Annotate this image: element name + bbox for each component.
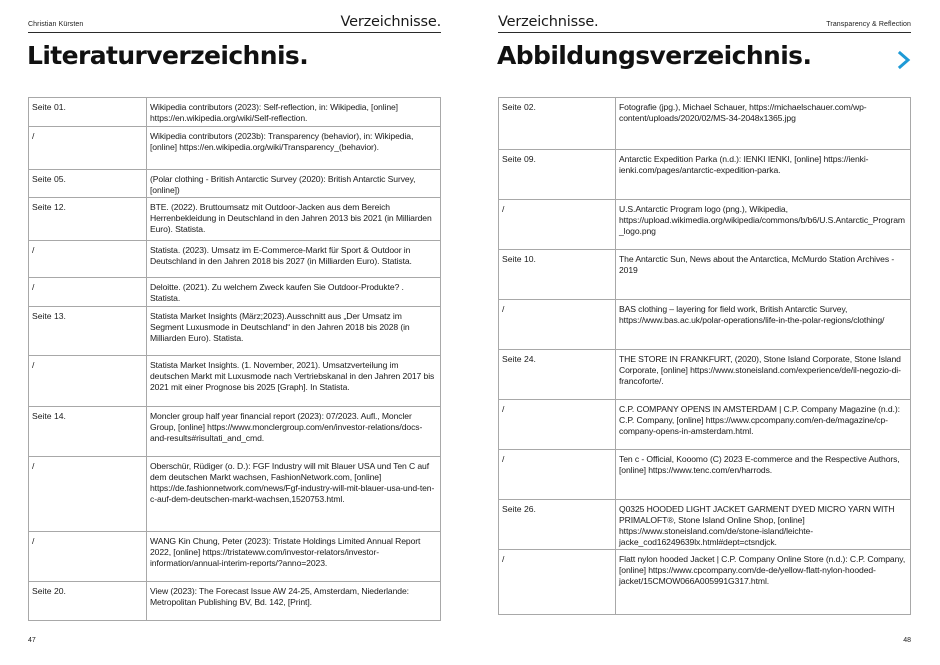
table-row xyxy=(29,197,440,240)
reference-cell: BTE. (2022). Bruttoumsatz mit Outdoor-Jacken aus dem Bereich Herrenbekleidung in Deutschland in den Jahren 2013 bis 2021 (in Milliarden Euro). Statista. xyxy=(150,202,432,234)
page-ref-cell: / xyxy=(499,400,616,449)
reference-cell: Flatt nylon hooded Jacket | C.P. Company Online Store (n.d.): C.P. Company, [online] https://www.cpcompany.com/de-de/yellow-flatt-nylon-hooded-jacket/15CMOW066A005991G317.html. xyxy=(619,554,906,586)
table-row xyxy=(29,98,440,126)
page-ref-cell: / xyxy=(29,356,147,406)
page-ref-cell: Seite 13. xyxy=(29,307,147,355)
page-ref-cell: / xyxy=(499,450,616,499)
section-title: Verzeichnisse. xyxy=(498,14,599,30)
page-ref-cell: / xyxy=(29,532,147,581)
table-row xyxy=(29,581,440,620)
reference-cell: BAS clothing – layering for field work, British Antarctic Survey, https://www.bas.ac.uk/polar-operations/life-in-the-polar-regions/clothing/ xyxy=(619,304,885,325)
table-row xyxy=(29,169,440,197)
page-ref-cell: Seite 24. xyxy=(499,350,616,399)
reference-cell: Statista Market Insights (März;2023).Ausschnitt aus „Der Umsatz im Segment Luxusmode in Deutschland“ in den Jahren 2018 bis 2028 (in Milliarden Euro). Statista. xyxy=(150,311,410,343)
page-ref-cell: Seite 09. xyxy=(499,150,616,199)
table-row xyxy=(29,406,440,456)
reference-cell: Oberschür, Rüdiger (o. D.): FGF Industry will mit Blauer USA und Ten C auf dem deutschen Markt wachsen, FashionNetwork.com, [online] https://de.fashionnetwork.com/news/Fgf-industry-will-mit-blauer-usa-und-ten-c-auf-dem-deutschen-markt-wachsen,1520753.html. xyxy=(150,461,435,504)
reference-cell: Wikipedia contributors (2023): Self-reflection, in: Wikipedia, [online] https://en.wikipedia.org/wiki/Self-reflection. xyxy=(150,102,398,123)
page-ref-cell: / xyxy=(29,241,147,277)
table-row xyxy=(29,531,440,581)
table-row xyxy=(29,277,440,306)
table-row xyxy=(29,355,440,406)
table-row xyxy=(29,240,440,277)
bibliography-table xyxy=(28,97,441,621)
table-row xyxy=(29,456,440,531)
table-row xyxy=(499,299,910,349)
reference-cell: U.S.Antarctic Program logo (png.), Wikipedia, https://upload.wikimedia.org/wikipedia/commons/b/b6/U.S.Antarctic_Program_logo.png xyxy=(619,204,905,236)
page-ref-cell: Seite 05. xyxy=(29,170,147,197)
page-ref-cell: / xyxy=(499,200,616,249)
header-divider xyxy=(498,32,911,33)
page-ref-cell: / xyxy=(29,127,147,169)
page-ref-cell: Seite 02. xyxy=(499,98,616,149)
reference-cell: Wikipedia contributors (2023b): Transparency (behavior), in: Wikipedia, [online] https://en.wikipedia.org/wiki/Transparency_(behavior). xyxy=(150,131,414,152)
reference-cell: Ten c - Official, Kooomo (C) 2023 E-commerce and the Respective Authors, [online] https://www.tenc.com/en/harrods. xyxy=(619,454,900,475)
page-title: Abbildungsverzeichnis. xyxy=(497,41,812,70)
page-ref-cell: Seite 12. xyxy=(29,198,147,240)
author-name: Christian Kürsten xyxy=(28,21,84,28)
header-divider xyxy=(28,32,441,33)
reference-cell: The Antarctic Sun, News about the Antarctica, McMurdo Station Archives - 2019 xyxy=(619,254,895,275)
table-row xyxy=(499,98,910,149)
reference-cell: (Polar clothing - British Antarctic Survey (2020): British Antarctic Survey, [online]) xyxy=(150,174,416,195)
reference-cell: Antarctic Expedition Parka (n.d.): IENKI IENKI, [online] https://ienki-ienki.com/pages/antarctic-expedition-parka. xyxy=(619,154,869,175)
page-ref-cell: Seite 14. xyxy=(29,407,147,456)
page-ref-cell: / xyxy=(499,550,616,614)
table-row xyxy=(499,249,910,299)
page-ref-cell: Seite 10. xyxy=(499,250,616,299)
reference-cell: Deloitte. (2021). Zu welchem Zweck kaufen Sie Outdoor-Produkte? . Statista. xyxy=(150,282,404,303)
table-row xyxy=(29,126,440,169)
page-number: 47 xyxy=(28,637,36,644)
reference-cell: Moncler group half year financial report (2023): 07/2023. Aufl., Moncler Group, [online] https://www.monclergroup.com/en/investor-relations/docs-and-results#risultati_and_cmd. xyxy=(150,411,423,443)
reference-cell: THE STORE IN FRANKFURT, (2020), Stone Island Corporate, Stone Island Corporate, [online] https://www.stoneisland.com/experience/de/il-negozio-di-francoforte/. xyxy=(619,354,901,386)
reference-cell: Statista Market Insights. (1. November, 2021). Umsatzverteilung im deutschen Markt mit Luxusmode nach Vertriebskanal in den Jahren 2017 bis 2021 mit einer Prognose bis 2025 [Graph]. In Statista. xyxy=(150,360,435,392)
page-ref-cell: Seite 26. xyxy=(499,500,616,549)
page-ref-cell: / xyxy=(29,278,147,306)
section-title: Verzeichnisse. xyxy=(340,14,441,30)
page-title: Literaturverzeichnis. xyxy=(27,41,309,70)
reference-cell: WANG Kin Chung, Peter (2023): Tristate Holdings Limited Annual Report 2022, [online] https://tristateww.com/investor-relators/investor-information/annual-interim-reports/?anno=2023. xyxy=(150,536,421,568)
reference-cell: Fotografie (jpg.), Michael Schauer, https://michaelschauer.com/wp-content/uploads/2020/02/MS-34-2048x1365.jpg xyxy=(619,102,867,123)
page-ref-cell: / xyxy=(29,457,147,531)
project-title: Transparency & Reflection xyxy=(826,21,911,28)
table-row xyxy=(499,449,910,499)
reference-cell: Statista. (2023). Umsatz im E-Commerce-Markt für Sport & Outdoor in Deutschland in den Jahren 2018 bis 2027 (in Milliarden Euro). Statista. xyxy=(150,245,412,266)
reference-cell: Q0325 HOODED LIGHT JACKET GARMENT DYED MICRO YARN WITH PRIMALOFT®, Stone Island Online Shop, [online] https://www.stoneisland.com/de/stone-island/leichte-jacke_cod16249639lx.html#dept=ctsndjck. xyxy=(619,504,895,547)
table-row xyxy=(499,549,910,614)
reference-cell: View (2023): The Forecast Issue AW 24-25, Amsterdam, Niederlande: Metropolitan Publishing BV, Bd. 142, [Print]. xyxy=(150,586,409,607)
page-ref-cell: Seite 01. xyxy=(29,98,147,126)
reference-cell: C.P. COMPANY OPENS IN AMSTERDAM | C.P. Company Magazine (n.d.): C.P. Company, [online] https://www.cpcompany.com/en-de/magazine/cp-company-opens-in-amsterdam.html. xyxy=(619,404,900,436)
right-page xyxy=(470,0,940,665)
chevron-right-icon[interactable] xyxy=(896,50,912,70)
table-row xyxy=(499,349,910,399)
page-number: 48 xyxy=(903,637,911,644)
table-row xyxy=(499,499,910,549)
table-row xyxy=(499,199,910,249)
page-ref-cell: / xyxy=(499,300,616,349)
table-row xyxy=(29,306,440,355)
figures-table xyxy=(498,97,911,615)
table-row xyxy=(499,149,910,199)
page-ref-cell: Seite 20. xyxy=(29,582,147,620)
table-row xyxy=(499,399,910,449)
